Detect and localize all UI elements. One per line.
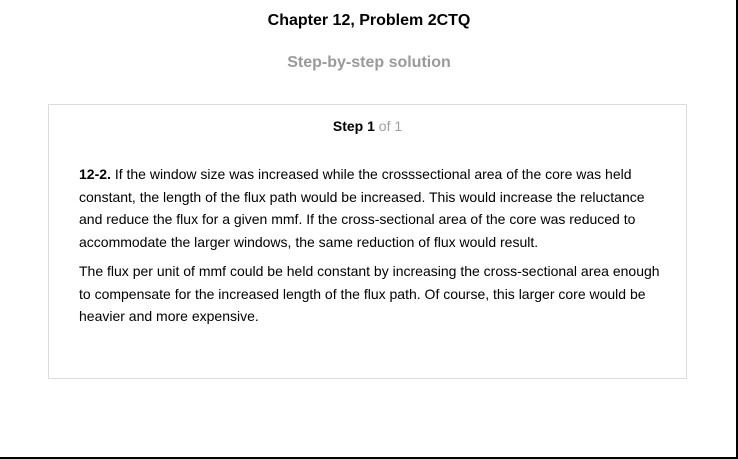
problem-number: 12-2.: [79, 166, 111, 182]
solution-step-card: [48, 104, 687, 379]
step-total: of 1: [378, 118, 403, 134]
step-header: [49, 118, 686, 134]
page-title: Chapter 12, Problem 2CTQ: [267, 12, 471, 29]
step-label-text: Step: [332, 118, 364, 134]
solution-paragraph-2: The flux per unit of mmf could be held constant by increasing the cross-sectional area enough to compensate for the increased length of the flux path. Of course, this larger core would be heavier and more expensive.: [79, 263, 660, 324]
solution-content: [79, 163, 669, 335]
step-number: 1: [367, 118, 375, 134]
solution-subtitle: Step-by-step solution: [287, 54, 451, 71]
step-label: [333, 118, 375, 134]
solution-paragraph-1-text: If the window size was increased while the crosssectional area of the core was held constant, the length of the flux path would be increased. This would increase the reluctance and reduce the flux for a given mmf. If the cross-sectional area of the core was reduced to accommodate the larger windows, the same reduction of flux would result.: [79, 166, 645, 250]
solution-paragraph-1: [79, 163, 669, 253]
